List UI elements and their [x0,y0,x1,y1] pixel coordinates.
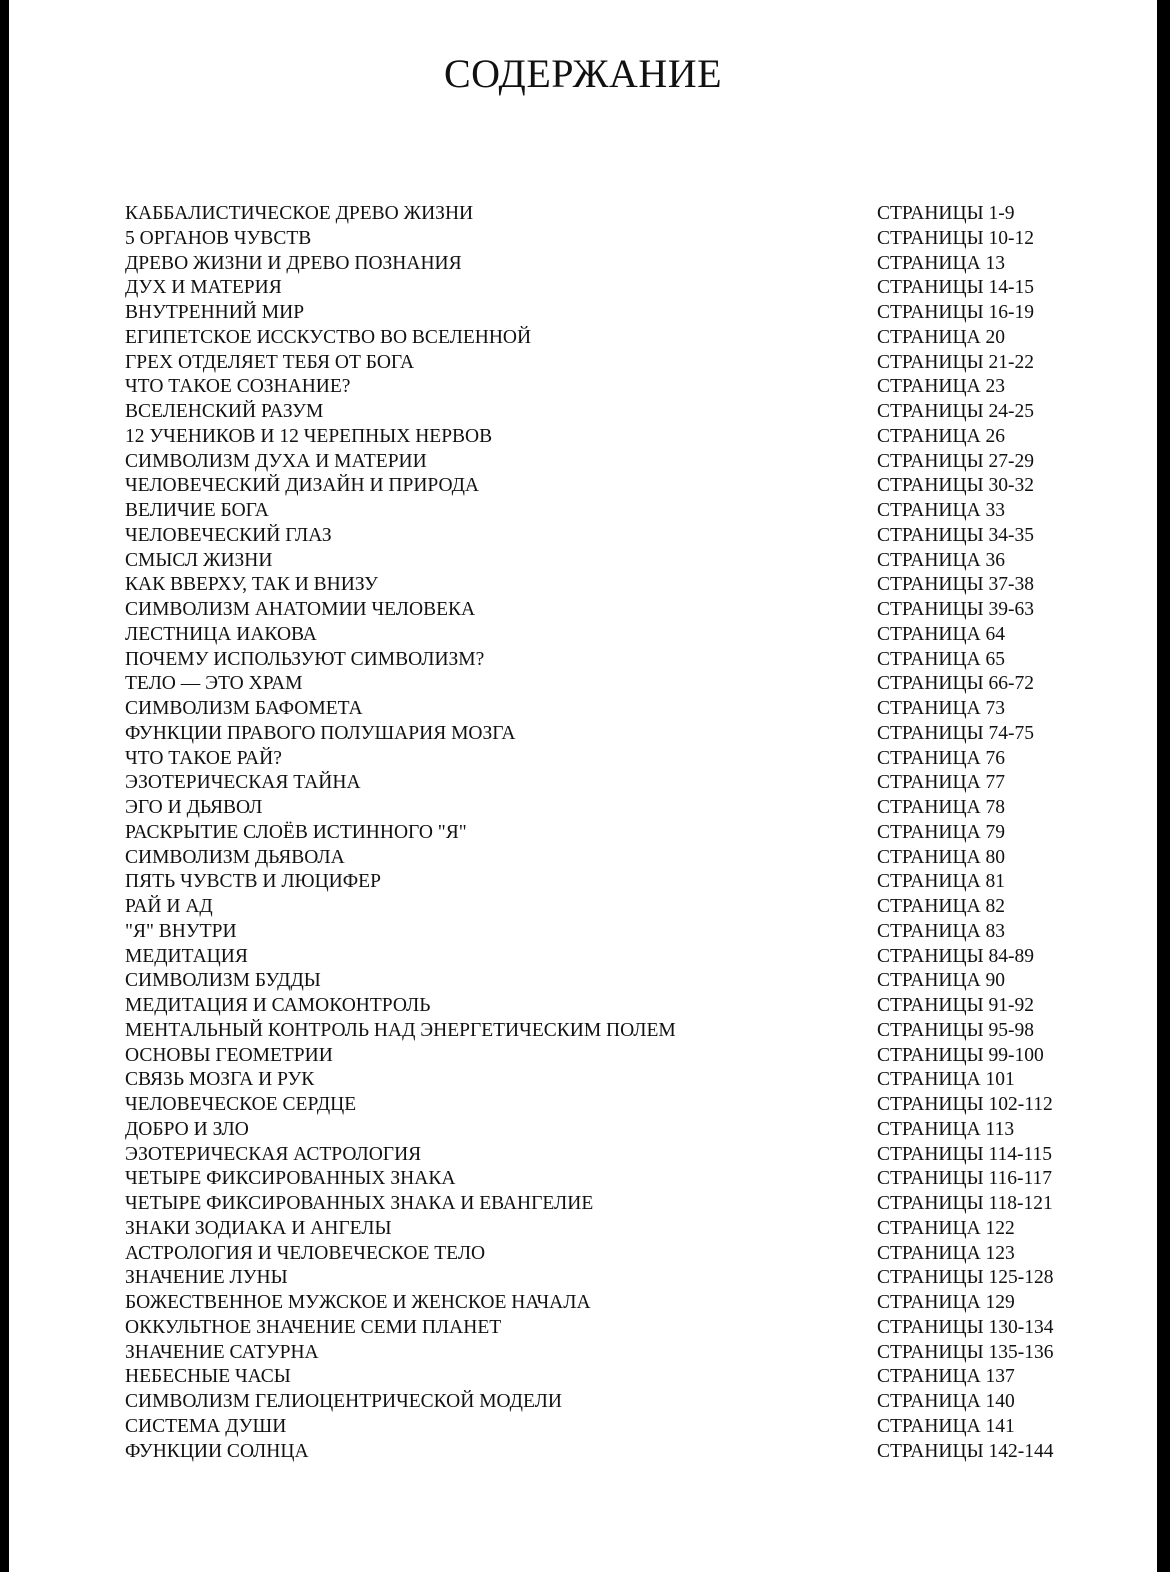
toc-entry-topic: СМЫСЛ ЖИЗНИ [125,549,273,571]
toc-entry-topic: ЧЕТЫРЕ ФИКСИРОВАННЫХ ЗНАКА И ЕВАНГЕЛИЕ [125,1193,594,1214]
toc-entry [125,1242,1125,1267]
toc-entry-topic: РАСКРЫТИЕ СЛОЁВ ИСТИННОГО "Я" [125,821,467,843]
toc-entry-pages: СТРАНИЦЫ 142-144 [877,1440,1054,1462]
toc-entry-pages: СТРАНИЦА 73 [877,698,1006,719]
toc-entry-pages: СТРАНИЦА 83 [877,920,1006,942]
toc-entry-pages: СТРАНИЦЫ 74-75 [877,722,1034,744]
toc-entry-topic: ПЯТЬ ЧУВСТВ И ЛЮЦИФЕР [125,871,381,893]
toc-entry [125,1266,1125,1291]
toc-entry-topic: ОСНОВЫ ГЕОМЕТРИИ [125,1044,333,1066]
toc-entry-pages: СТРАНИЦА 76 [877,747,1006,769]
toc-entry-pages: СТРАНИЦЫ 116-117 [877,1168,1053,1190]
toc-entry [125,499,1125,524]
toc-entry-topic: ЗНАЧЕНИЕ ЛУНЫ [125,1267,288,1289]
toc-entry [125,301,1125,326]
toc-entry-pages: СТРАНИЦА 90 [877,970,1006,992]
toc-entry [125,1167,1125,1192]
toc-entry-topic: ДУХ И МАТЕРИЯ [125,277,282,299]
toc-entry-pages: СТРАНИЦА 129 [877,1292,1015,1313]
toc-entry-pages: СТРАНИЦЫ 10-12 [877,227,1034,249]
toc-entry [125,474,1125,499]
toc-entry [125,1093,1125,1118]
toc-entry-topic: ЧТО ТАКОЕ СОЗНАНИЕ? [125,376,351,398]
toc-entry [125,1365,1125,1390]
toc-entry-topic: 5 ОРГАНОВ ЧУВСТВ [125,227,312,249]
toc-entry-pages: СТРАНИЦЫ 114-115 [877,1143,1053,1165]
toc-entry-topic: СИСТЕМА ДУШИ [125,1415,287,1437]
toc-entry-topic: ФУНКЦИИ СОЛНЦА [125,1440,309,1462]
toc-entry-topic: БОЖЕСТВЕННОЕ МУЖСКОЕ И ЖЕНСКОЕ НАЧАЛА [125,1292,591,1313]
toc-entry [125,895,1125,920]
toc-entry-pages: СТРАНИЦЫ 39-63 [877,599,1034,620]
toc-entry [125,326,1125,351]
toc-entry-pages: СТРАНИЦЫ 135-136 [877,1341,1054,1363]
toc-entry-pages: СТРАНИЦЫ 37-38 [877,574,1034,596]
toc-entry-pages: СТРАНИЦА 122 [877,1217,1015,1239]
toc-entry-pages: СТРАНИЦЫ 14-15 [877,277,1034,299]
toc-entry-topic: ЧЕЛОВЕЧЕСКИЙ ДИЗАЙН И ПРИРОДА [125,475,480,497]
toc-entry-topic: ЗНАЧЕНИЕ САТУРНА [125,1341,319,1363]
toc-entry-topic: СИМВОЛИЗМ ДУХА И МАТЕРИИ [125,450,427,472]
toc-entry-topic: ЧЕТЫРЕ ФИКСИРОВАННЫХ ЗНАКА [125,1168,456,1190]
toc-entry-topic: ТЕЛО — ЭТО ХРАМ [125,673,303,695]
toc-entry-topic: СИМВОЛИЗМ ГЕЛИОЦЕНТРИЧЕСКОЙ МОДЕЛИ [125,1391,562,1412]
toc-entry [125,821,1125,846]
toc-entry [125,747,1125,772]
toc-entry-pages: СТРАНИЦА 77 [877,772,1006,794]
toc-entry [125,846,1125,871]
toc-entry-topic: ЧЕЛОВЕЧЕСКИЙ ГЛАЗ [125,524,332,546]
toc-entry-topic: ЕГИПЕТСКОЕ ИССКУСТВО ВО ВСЕЛЕННОЙ [125,326,532,348]
toc-entry [125,276,1125,301]
toc-entry-topic: 12 УЧЕНИКОВ И 12 ЧЕРЕПНЫХ НЕРВОВ [125,425,493,447]
toc-entry [125,450,1125,475]
toc-entry [125,672,1125,697]
toc-entry [125,252,1125,277]
toc-entry-pages: СТРАНИЦЫ 95-98 [877,1019,1034,1041]
toc-entry-topic: ВНУТРЕННИЙ МИР [125,302,305,323]
toc-entry-topic: СВЯЗЬ МОЗГА И РУК [125,1069,315,1091]
toc-entry-pages: СТРАНИЦЫ 16-19 [877,302,1034,323]
toc-entry-topic: "Я" ВНУТРИ [125,920,237,942]
toc-entry-topic: СИМВОЛИЗМ БАФОМЕТА [125,698,363,719]
toc-entry [125,1068,1125,1093]
table-of-contents [125,202,1125,1464]
toc-entry-topic: СИМВОЛИЗМ АНАТОМИИ ЧЕЛОВЕКА [125,599,476,620]
toc-entry-topic: ЭГО И ДЬЯВОЛ [125,797,263,818]
toc-entry-topic: ЭЗОТЕРИЧЕСКАЯ ТАЙНА [125,772,361,794]
toc-entry-pages: СТРАНИЦА 20 [877,326,1006,348]
toc-entry-pages: СТРАНИЦЫ 99-100 [877,1044,1044,1066]
toc-entry-topic: ВСЕЛЕНСКИЙ РАЗУМ [125,401,324,422]
toc-entry-pages: СТРАНИЦЫ 1-9 [877,203,1015,224]
toc-entry-pages: СТРАНИЦА 137 [877,1366,1015,1388]
toc-entry-topic: ДРЕВО ЖИЗНИ И ДРЕВО ПОЗНАНИЯ [125,252,462,274]
toc-entry-pages: СТРАНИЦА 113 [877,1118,1015,1140]
toc-entry-pages: СТРАНИЦА 26 [877,425,1006,447]
toc-entry-topic: СИМВОЛИЗМ ДЬЯВОЛА [125,846,345,868]
toc-entry [125,425,1125,450]
toc-entry [125,969,1125,994]
toc-entry-pages: СТРАНИЦЫ 125-128 [877,1267,1054,1289]
toc-entry [125,1440,1125,1465]
toc-entry-pages: СТРАНИЦА 101 [877,1069,1015,1091]
toc-entry-pages: СТРАНИЦА 80 [877,846,1006,868]
toc-entry-topic: ЭЗОТЕРИЧЕСКАЯ АСТРОЛОГИЯ [125,1143,422,1165]
toc-entry-pages: СТРАНИЦА 23 [877,376,1006,398]
toc-entry-pages: СТРАНИЦЫ 84-89 [877,945,1034,967]
toc-entry-topic: ВЕЛИЧИЕ БОГА [125,500,269,521]
toc-entry [125,400,1125,425]
toc-entry-topic: МЕДИТАЦИЯ [125,945,248,967]
toc-entry-pages: СТРАНИЦА 65 [877,648,1006,670]
toc-entry-pages: СТРАНИЦА 13 [877,252,1006,274]
toc-entry [125,1217,1125,1242]
toc-entry-topic: СИМВОЛИЗМ БУДДЫ [125,970,321,992]
toc-entry [125,1341,1125,1366]
toc-entry-pages: СТРАНИЦЫ 102-112 [877,1094,1053,1115]
toc-entry-pages: СТРАНИЦА 78 [877,797,1006,818]
toc-entry-pages: СТРАНИЦА 81 [877,871,1006,893]
toc-entry-topic: ОККУЛЬТНОЕ ЗНАЧЕНИЕ СЕМИ ПЛАНЕТ [125,1316,502,1338]
toc-entry-topic: МЕДИТАЦИЯ И САМОКОНТРОЛЬ [125,995,431,1016]
toc-entry [125,722,1125,747]
toc-entry-pages: СТРАНИЦА 141 [877,1415,1015,1437]
toc-entry [125,771,1125,796]
toc-entry [125,351,1125,376]
toc-entry-pages: СТРАНИЦЫ 21-22 [877,351,1034,373]
toc-entry-topic: КАК ВВЕРХУ, ТАК И ВНИЗУ [125,574,378,596]
toc-entry-pages: СТРАНИЦА 79 [877,821,1006,843]
toc-entry-pages: СТРАНИЦЫ 130-134 [877,1316,1054,1338]
page-title: СОДЕРЖАНИЕ [443,51,723,96]
toc-entry-topic: НЕБЕСНЫЕ ЧАСЫ [125,1366,291,1388]
toc-entry [125,1192,1125,1217]
toc-entry [125,202,1125,227]
toc-entry [125,524,1125,549]
toc-entry [125,796,1125,821]
toc-entry-pages: СТРАНИЦЫ 24-25 [877,401,1034,422]
toc-entry-topic: ЧЕЛОВЕЧЕСКОЕ СЕРДЦЕ [125,1094,357,1115]
toc-entry [125,598,1125,623]
toc-entry [125,1316,1125,1341]
toc-entry-topic: РАЙ И АД [125,896,213,917]
toc-entry [125,920,1125,945]
toc-entry [125,227,1125,252]
toc-entry-topic: МЕНТАЛЬНЫЙ КОНТРОЛЬ НАД ЭНЕРГЕТИЧЕСКИМ ПОЛЕМ [125,1019,676,1041]
toc-entry-topic: ЗНАКИ ЗОДИАКА И АНГЕЛЫ [125,1217,392,1239]
toc-entry-pages: СТРАНИЦА 33 [877,500,1006,521]
toc-entry [125,870,1125,895]
toc-entry [125,1390,1125,1415]
document-page [9,0,1157,1572]
toc-entry [125,945,1125,970]
toc-entry-pages: СТРАНИЦЫ 66-72 [877,673,1034,695]
toc-entry [125,1291,1125,1316]
toc-entry [125,573,1125,598]
toc-entry [125,1415,1125,1440]
toc-entry-topic: ЛЕСТНИЦА ИАКОВА [125,623,317,645]
toc-entry [125,697,1125,722]
toc-entry-pages: СТРАНИЦА 64 [877,623,1006,645]
toc-entry-topic: АСТРОЛОГИЯ И ЧЕЛОВЕЧЕСКОЕ ТЕЛО [125,1242,486,1264]
toc-entry [125,375,1125,400]
toc-entry [125,1118,1125,1143]
toc-entry [125,1044,1125,1069]
toc-entry [125,994,1125,1019]
toc-entry-pages: СТРАНИЦЫ 27-29 [877,450,1034,472]
toc-entry-pages: СТРАНИЦА 82 [877,896,1006,917]
toc-entry-topic: КАББАЛИСТИЧЕСКОЕ ДРЕВО ЖИЗНИ [125,203,474,224]
toc-entry-pages: СТРАНИЦЫ 34-35 [877,524,1034,546]
toc-entry-topic: ГРЕХ ОТДЕЛЯЕТ ТЕБЯ ОТ БОГА [125,351,415,373]
toc-entry-pages: СТРАНИЦА 140 [877,1391,1015,1412]
toc-entry-topic: ДОБРО И ЗЛО [125,1118,249,1140]
toc-entry-pages: СТРАНИЦЫ 91-92 [877,995,1034,1016]
toc-entry [125,1019,1125,1044]
toc-entry [125,648,1125,673]
toc-entry [125,1143,1125,1168]
toc-entry-pages: СТРАНИЦЫ 118-121 [877,1193,1053,1214]
toc-entry-topic: ФУНКЦИИ ПРАВОГО ПОЛУШАРИЯ МОЗГА [125,722,516,744]
toc-entry-pages: СТРАНИЦА 36 [877,549,1006,571]
toc-entry-topic: ПОЧЕМУ ИСПОЛЬЗУЮТ СИМВОЛИЗМ? [125,648,485,670]
toc-entry [125,549,1125,574]
toc-entry [125,623,1125,648]
toc-entry-pages: СТРАНИЦЫ 30-32 [877,475,1034,497]
toc-entry-topic: ЧТО ТАКОЕ РАЙ? [125,747,282,769]
toc-entry-pages: СТРАНИЦА 123 [877,1242,1015,1264]
